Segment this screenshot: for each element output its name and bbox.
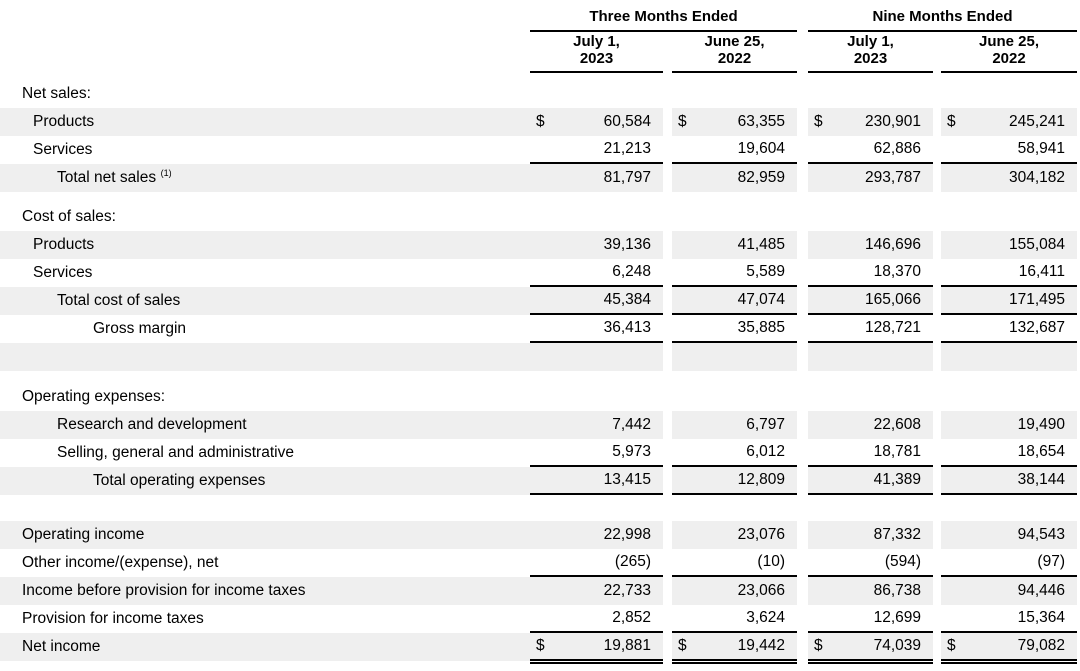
value-cell bbox=[672, 521, 797, 549]
row-label: Operating income bbox=[22, 526, 145, 543]
row-label: Products bbox=[33, 113, 95, 130]
row-label: Total operating expenses bbox=[93, 472, 266, 489]
column-gutter bbox=[663, 259, 672, 287]
column-gutter bbox=[933, 203, 941, 231]
value-cell bbox=[530, 549, 663, 577]
value: 74,039 bbox=[873, 637, 921, 654]
column-gutter bbox=[663, 136, 672, 164]
column-gutter bbox=[663, 495, 672, 521]
column-gutter bbox=[797, 383, 808, 411]
value-cell bbox=[530, 577, 663, 605]
column-gutter bbox=[933, 164, 941, 192]
value-cell bbox=[672, 495, 797, 521]
value-cell bbox=[808, 287, 933, 315]
value-cell bbox=[530, 521, 663, 549]
row-label: Operating expenses: bbox=[22, 388, 166, 405]
empty-row bbox=[0, 495, 1077, 521]
value: 19,604 bbox=[737, 140, 785, 157]
column-gutter bbox=[663, 108, 672, 136]
cost-of-sales-products bbox=[0, 231, 1077, 259]
value: 171,495 bbox=[1008, 291, 1065, 308]
value-cell bbox=[941, 521, 1077, 549]
column-gutter bbox=[797, 495, 808, 521]
column-gutter bbox=[663, 411, 672, 439]
column-gutter bbox=[933, 287, 941, 315]
value-cell bbox=[941, 383, 1077, 411]
value: 304,182 bbox=[1008, 169, 1065, 186]
value: 7,442 bbox=[612, 416, 651, 433]
row-spacer bbox=[0, 371, 1077, 383]
column-gutter bbox=[663, 80, 672, 108]
value: 19,490 bbox=[1017, 416, 1065, 433]
value: 45,384 bbox=[603, 291, 651, 308]
column-gutter bbox=[797, 343, 808, 371]
value-cell bbox=[672, 411, 797, 439]
row-label: Net income bbox=[22, 638, 101, 655]
column-gutter bbox=[663, 577, 672, 605]
research-and-development bbox=[0, 411, 1077, 439]
value: 19,442 bbox=[737, 637, 785, 654]
column-gutter bbox=[663, 439, 672, 467]
column-gutter bbox=[933, 383, 941, 411]
row-label: Selling, general and administrative bbox=[57, 444, 294, 461]
value: 81,797 bbox=[603, 169, 651, 186]
column-gutter bbox=[663, 549, 672, 577]
value: 35,885 bbox=[737, 319, 785, 336]
column-gutter bbox=[797, 605, 808, 633]
value-cell bbox=[808, 495, 933, 521]
value-cell bbox=[672, 231, 797, 259]
operating-expenses-header bbox=[0, 383, 1077, 411]
empty-row bbox=[0, 343, 1077, 371]
period-group-header-row bbox=[0, 5, 1077, 32]
column-gutter bbox=[797, 577, 808, 605]
value-cell bbox=[530, 203, 663, 231]
value: 41,389 bbox=[873, 471, 921, 488]
value-cell bbox=[672, 383, 797, 411]
value: 245,241 bbox=[1008, 113, 1065, 130]
value-cell bbox=[672, 633, 797, 661]
value-cell bbox=[530, 439, 663, 467]
column-gutter bbox=[933, 315, 941, 343]
value-cell bbox=[808, 136, 933, 164]
value-cell bbox=[808, 203, 933, 231]
total-cost-of-sales bbox=[0, 287, 1077, 315]
value: 22,608 bbox=[873, 416, 921, 433]
value-cell bbox=[672, 164, 797, 192]
column-gutter bbox=[663, 343, 672, 371]
value: 5,589 bbox=[746, 263, 785, 280]
row-label: Services bbox=[33, 264, 93, 281]
value-cell bbox=[941, 549, 1077, 577]
value-cell bbox=[808, 383, 933, 411]
value-cell bbox=[672, 315, 797, 343]
currency-symbol: $ bbox=[947, 637, 956, 654]
column-gutter bbox=[933, 495, 941, 521]
column-header-jun-25-2022-ytd: June 25, 2022 bbox=[941, 32, 1077, 73]
value-cell bbox=[672, 577, 797, 605]
value: 12,699 bbox=[873, 609, 921, 626]
column-gutter bbox=[933, 108, 941, 136]
value: 6,012 bbox=[746, 443, 785, 460]
row-label: Provision for income taxes bbox=[22, 610, 204, 627]
value-cell bbox=[941, 136, 1077, 164]
value-cell bbox=[530, 343, 663, 371]
value-cell bbox=[941, 577, 1077, 605]
value: (97) bbox=[1037, 553, 1065, 570]
total-net-sales bbox=[0, 164, 1077, 192]
row-spacer bbox=[0, 192, 1077, 203]
value: 22,998 bbox=[603, 526, 651, 543]
currency-symbol: $ bbox=[947, 113, 956, 130]
value-cell bbox=[672, 343, 797, 371]
column-gutter bbox=[797, 231, 808, 259]
value-cell bbox=[941, 605, 1077, 633]
column-gutter bbox=[933, 467, 941, 495]
value-cell bbox=[530, 287, 663, 315]
value-cell bbox=[941, 164, 1077, 192]
value: 38,144 bbox=[1017, 471, 1065, 488]
value: 18,370 bbox=[873, 263, 921, 280]
nine-months-ended-header: Nine Months Ended bbox=[808, 5, 1077, 32]
value: 18,654 bbox=[1017, 443, 1065, 460]
column-gutter bbox=[797, 411, 808, 439]
table-body bbox=[0, 80, 1077, 661]
column-gutter bbox=[933, 521, 941, 549]
value: 15,364 bbox=[1017, 609, 1065, 626]
value-cell bbox=[530, 164, 663, 192]
column-gutter bbox=[933, 80, 941, 108]
value-cell bbox=[672, 549, 797, 577]
value: (265) bbox=[614, 553, 651, 570]
column-gutter bbox=[663, 633, 672, 661]
value: 60,584 bbox=[603, 113, 651, 130]
value: 86,738 bbox=[873, 582, 921, 599]
net-income bbox=[0, 633, 1077, 661]
column-header-jul-1-2023-q: July 1, 2023 bbox=[530, 32, 663, 73]
row-label: Products bbox=[33, 236, 95, 253]
value: 6,797 bbox=[746, 416, 785, 433]
column-gutter bbox=[797, 80, 808, 108]
value: 5,973 bbox=[612, 443, 651, 460]
column-gutter bbox=[933, 231, 941, 259]
value: 58,941 bbox=[1017, 140, 1065, 157]
value: 82,959 bbox=[737, 169, 785, 186]
value-cell bbox=[941, 108, 1077, 136]
value-cell bbox=[672, 439, 797, 467]
column-gutter bbox=[933, 439, 941, 467]
value-cell bbox=[530, 80, 663, 108]
value: 63,355 bbox=[737, 113, 785, 130]
column-gutter bbox=[933, 549, 941, 577]
value-cell bbox=[808, 521, 933, 549]
value-cell bbox=[530, 605, 663, 633]
value-cell bbox=[808, 259, 933, 287]
column-gutter bbox=[663, 521, 672, 549]
value-cell bbox=[808, 633, 933, 661]
value: 16,411 bbox=[1018, 263, 1065, 280]
cost-of-sales-header bbox=[0, 203, 1077, 231]
column-gutter bbox=[933, 605, 941, 633]
column-gutter bbox=[663, 467, 672, 495]
value: 146,696 bbox=[864, 236, 921, 253]
column-header-jun-25-2022-q: June 25, 2022 bbox=[672, 32, 797, 73]
value-cell bbox=[530, 231, 663, 259]
value: (594) bbox=[884, 553, 921, 570]
footnote-marker: (1) bbox=[158, 167, 172, 178]
value-cell bbox=[808, 439, 933, 467]
value: 23,066 bbox=[737, 582, 785, 599]
value: 155,084 bbox=[1008, 236, 1065, 253]
value: 21,213 bbox=[603, 140, 651, 157]
value-cell bbox=[808, 577, 933, 605]
column-gutter bbox=[797, 108, 808, 136]
row-label: Other income/(expense), net bbox=[22, 554, 219, 571]
currency-symbol: $ bbox=[814, 637, 823, 654]
column-gutter bbox=[663, 164, 672, 192]
value: 12,809 bbox=[737, 471, 785, 488]
value-cell bbox=[808, 605, 933, 633]
value-cell bbox=[672, 605, 797, 633]
value-cell bbox=[530, 495, 663, 521]
value-cell bbox=[941, 315, 1077, 343]
value: (10) bbox=[757, 553, 785, 570]
value: 22,733 bbox=[603, 582, 651, 599]
column-gutter bbox=[663, 231, 672, 259]
value: 62,886 bbox=[873, 140, 921, 157]
operating-income bbox=[0, 521, 1077, 549]
value-cell bbox=[808, 411, 933, 439]
value: 165,066 bbox=[864, 291, 921, 308]
value: 94,543 bbox=[1017, 526, 1065, 543]
currency-symbol: $ bbox=[814, 113, 823, 130]
column-gutter bbox=[933, 343, 941, 371]
value: 230,901 bbox=[864, 113, 921, 130]
value-cell bbox=[530, 315, 663, 343]
cost-of-sales-services bbox=[0, 259, 1077, 287]
column-gutter bbox=[933, 633, 941, 661]
row-label: Total net sales $^{(1)}$ bbox=[57, 167, 172, 186]
column-gutter bbox=[797, 259, 808, 287]
value-cell bbox=[672, 259, 797, 287]
value-cell bbox=[941, 467, 1077, 495]
column-gutter bbox=[663, 605, 672, 633]
row-label: Net sales: bbox=[22, 85, 91, 102]
value-cell bbox=[672, 467, 797, 495]
value: 132,687 bbox=[1008, 319, 1065, 336]
total-operating-expenses bbox=[0, 467, 1077, 495]
value-cell bbox=[941, 343, 1077, 371]
value-cell bbox=[530, 383, 663, 411]
column-gutter bbox=[797, 287, 808, 315]
date-header-row bbox=[0, 32, 1077, 73]
header-label-spacer bbox=[0, 5, 530, 32]
value-cell bbox=[530, 259, 663, 287]
value: 128,721 bbox=[864, 319, 921, 336]
value-cell bbox=[941, 495, 1077, 521]
value-cell bbox=[941, 287, 1077, 315]
value-cell bbox=[672, 80, 797, 108]
value: 2,852 bbox=[612, 609, 651, 626]
value-cell bbox=[808, 315, 933, 343]
currency-symbol: $ bbox=[536, 113, 545, 130]
value: 13,415 bbox=[603, 471, 651, 488]
column-header-jul-1-2023-ytd: July 1, 2023 bbox=[808, 32, 933, 73]
column-gutter bbox=[933, 411, 941, 439]
selling-general-and-administrative bbox=[0, 439, 1077, 467]
value: 19,881 bbox=[603, 637, 651, 654]
value-cell bbox=[672, 108, 797, 136]
row-label: Gross margin bbox=[93, 320, 187, 337]
value: 87,332 bbox=[873, 526, 921, 543]
net-sales-services bbox=[0, 136, 1077, 164]
column-gutter bbox=[933, 577, 941, 605]
column-gutter bbox=[797, 439, 808, 467]
row-label: Total cost of sales bbox=[57, 292, 181, 309]
value: 94,446 bbox=[1017, 582, 1065, 599]
value: 3,624 bbox=[746, 609, 785, 626]
value: 36,413 bbox=[603, 319, 651, 336]
column-gutter bbox=[663, 383, 672, 411]
value-cell bbox=[808, 108, 933, 136]
income-before-provision-for-income-taxes bbox=[0, 577, 1077, 605]
value-cell bbox=[672, 203, 797, 231]
column-gutter bbox=[797, 467, 808, 495]
column-gutter bbox=[797, 203, 808, 231]
value-cell bbox=[672, 287, 797, 315]
value: 293,787 bbox=[864, 169, 921, 186]
column-gutter bbox=[797, 164, 808, 192]
value: 79,082 bbox=[1017, 637, 1065, 654]
value-cell bbox=[808, 231, 933, 259]
currency-symbol: $ bbox=[536, 637, 545, 654]
value-cell bbox=[941, 259, 1077, 287]
value: 47,074 bbox=[737, 291, 785, 308]
value-cell bbox=[530, 108, 663, 136]
value-cell bbox=[941, 411, 1077, 439]
other-income-expense-net bbox=[0, 549, 1077, 577]
value-cell bbox=[941, 439, 1077, 467]
provision-for-income-taxes bbox=[0, 605, 1077, 633]
column-gutter bbox=[797, 633, 808, 661]
value-cell bbox=[808, 549, 933, 577]
value-cell bbox=[808, 164, 933, 192]
column-gutter bbox=[663, 287, 672, 315]
column-gutter bbox=[933, 136, 941, 164]
value: 39,136 bbox=[603, 236, 651, 253]
row-label: Services bbox=[33, 141, 93, 158]
currency-symbol: $ bbox=[678, 637, 687, 654]
row-label: Research and development bbox=[57, 416, 247, 433]
column-gutter bbox=[663, 203, 672, 231]
value-cell bbox=[941, 633, 1077, 661]
value: 23,076 bbox=[737, 526, 785, 543]
value-cell bbox=[808, 467, 933, 495]
column-gutter bbox=[797, 136, 808, 164]
value-cell bbox=[941, 80, 1077, 108]
value: 41,485 bbox=[737, 236, 785, 253]
row-label: Cost of sales: bbox=[22, 208, 116, 225]
value-cell bbox=[941, 203, 1077, 231]
value-cell bbox=[808, 80, 933, 108]
column-gutter bbox=[797, 549, 808, 577]
row-label: Income before provision for income taxes bbox=[22, 582, 306, 599]
value: 6,248 bbox=[612, 263, 651, 280]
value-cell bbox=[808, 343, 933, 371]
value-cell bbox=[530, 467, 663, 495]
gross-margin bbox=[0, 315, 1077, 343]
value-cell bbox=[672, 136, 797, 164]
three-months-ended-header: Three Months Ended bbox=[530, 5, 797, 32]
value: 18,781 bbox=[873, 443, 921, 460]
net-sales-products bbox=[0, 108, 1077, 136]
value-cell bbox=[530, 136, 663, 164]
value-cell bbox=[530, 411, 663, 439]
column-gutter bbox=[797, 315, 808, 343]
currency-symbol: $ bbox=[678, 113, 687, 130]
column-gutter bbox=[933, 259, 941, 287]
value-cell bbox=[941, 231, 1077, 259]
column-gutter bbox=[797, 521, 808, 549]
value-cell bbox=[530, 633, 663, 661]
net-sales-header bbox=[0, 80, 1077, 108]
column-gutter bbox=[663, 315, 672, 343]
